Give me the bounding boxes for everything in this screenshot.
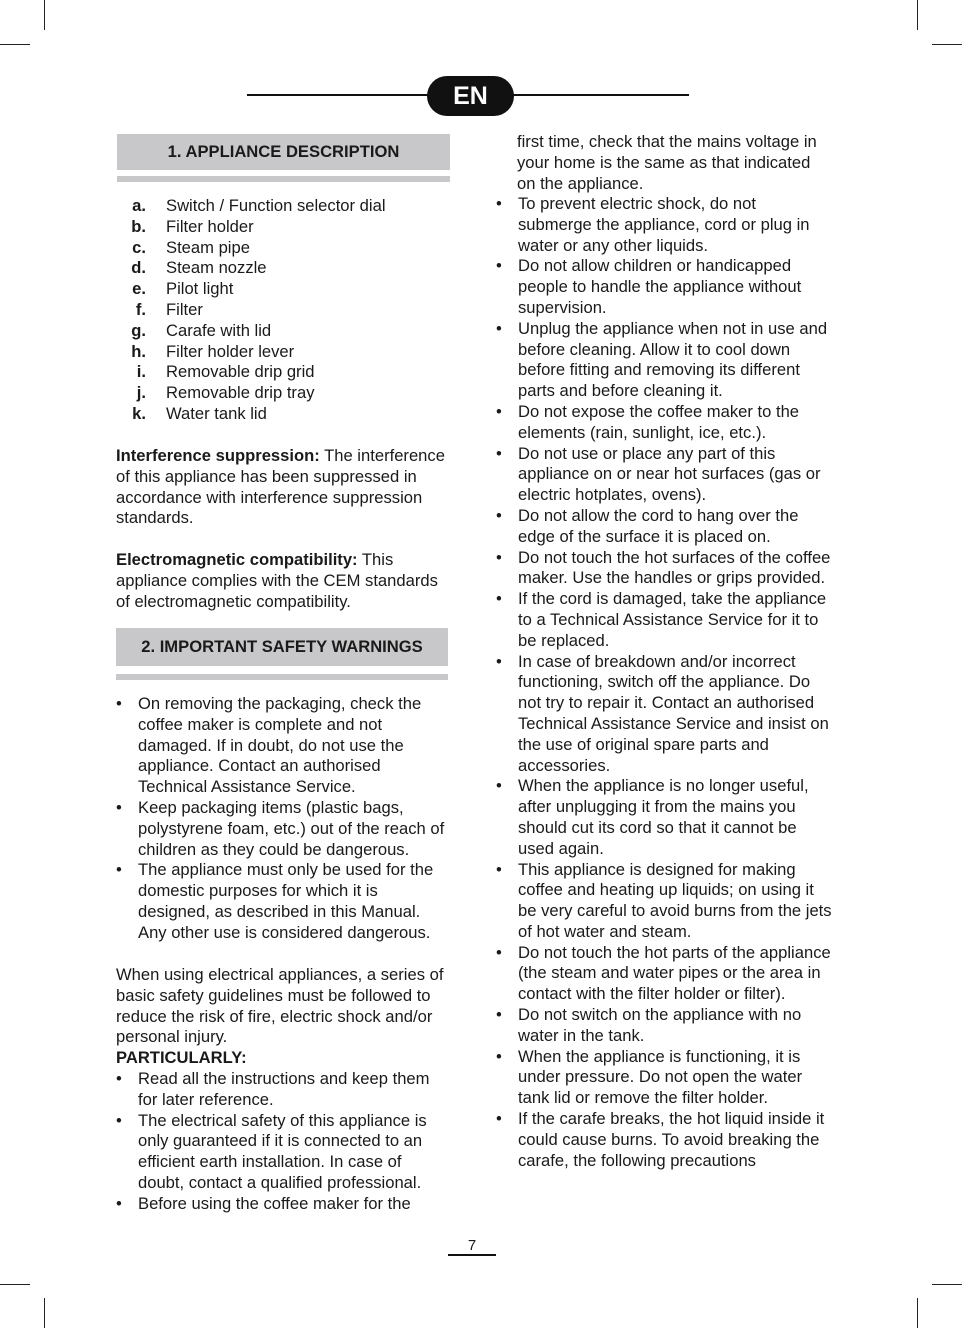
part-letter: f. — [135, 299, 146, 319]
safety-list-a — [116, 694, 446, 944]
safety-bullet: • In case of breakdown and/or incorrect functioning, switch off the appliance. Do not try to repair it. Contact an authorised Technical Assistance Service and insist on the use of original spare parts and accessories. — [496, 652, 832, 777]
part-label: Carafe with lid — [166, 320, 272, 340]
crop-mark — [44, 1298, 45, 1328]
part-item — [116, 217, 454, 238]
emc-text: This appliance complies with the CEM standards of electromagnetic compatibility. — [116, 550, 438, 611]
part-label: Water tank lid — [166, 403, 267, 423]
part-letter: c. — [132, 237, 146, 257]
part-item — [116, 238, 454, 259]
crop-mark — [0, 1284, 30, 1285]
part-letter: a. — [132, 196, 146, 215]
safety-list-c — [496, 194, 832, 1171]
part-item — [116, 404, 454, 425]
part-label: Pilot light — [166, 279, 234, 299]
part-item — [116, 300, 454, 321]
safety-bullet: • Do not touch the hot parts of the appliance (the steam and water pipes or the area in contact with the filter holder or filter). — [496, 943, 832, 1005]
section-2-underbar — [116, 674, 448, 680]
part-letter: h. — [131, 341, 146, 361]
safety-bullet: • If the cord is damaged, take the appliance to a Technical Assistance Service for it to be replaced. — [496, 589, 832, 651]
part-label: Removable drip tray — [166, 383, 315, 403]
part-item — [116, 342, 454, 363]
safety-bullet: • Do not switch on the appliance with no water in the tank. — [496, 1005, 832, 1047]
safety-bullet: • Do not allow the cord to hang over the edge of the surface it is placed on. — [496, 506, 832, 548]
safety-bullet: • This appliance is designed for making coffee and heating up liquids; on using it be very careful to avoid burns from the jets of hot water and steam. — [496, 860, 832, 943]
safety-list-b — [116, 1069, 446, 1215]
safety-bullet: • The appliance must only be used for the domestic purposes for which it is designed, as described in this Manual. Any other use is considered dangerous. — [116, 860, 446, 943]
crop-mark — [932, 1284, 962, 1285]
part-item — [116, 321, 454, 342]
section-1-title: 1. APPLIANCE DESCRIPTION — [117, 134, 450, 170]
part-item — [116, 196, 454, 217]
part-label: Removable drip grid — [166, 362, 315, 382]
particularly-heading: PARTICULARLY: — [116, 1048, 247, 1067]
part-item — [116, 383, 454, 404]
part-label: Filter holder — [166, 216, 254, 236]
section-1-underbar — [117, 176, 450, 182]
part-letter: e. — [132, 279, 146, 299]
part-letter: i. — [136, 362, 146, 382]
language-badge: EN — [427, 76, 514, 116]
safety-bullet: • To prevent electric shock, do not submerge the appliance, cord or plug in water or any other liquids. — [496, 194, 832, 256]
crop-mark — [44, 0, 45, 30]
parts-list — [116, 196, 454, 425]
part-label: Steam nozzle — [166, 258, 267, 278]
part-label: Steam pipe — [166, 237, 250, 257]
safety-bullet: • Do not use or place any part of this appliance on or near hot surfaces (gas or electric hotplates, ovens). — [496, 444, 832, 506]
part-letter: b. — [131, 216, 146, 236]
safety-bullet: • Do not touch the hot surfaces of the coffee maker. Use the handles or grips provided. — [496, 548, 832, 590]
interference-paragraph — [116, 446, 454, 529]
safety-bullet: • Keep packaging items (plastic bags, polystyrene foam, etc.) out of the reach of children as they could be dangerous. — [116, 798, 446, 860]
part-item — [116, 258, 454, 279]
interference-label: Interference suppression: — [116, 446, 320, 465]
safety-bullet: • The electrical safety of this appliance is only guaranteed if it is connected to an efficient earth installation. In case of doubt, contact a qualified professional. — [116, 1111, 446, 1194]
part-letter: j. — [136, 383, 146, 403]
safety-bullet: • If the carafe breaks, the hot liquid inside it could cause burns. To avoid breaking the carafe, the following precautions — [496, 1109, 832, 1171]
part-item — [116, 279, 454, 300]
emc-paragraph — [116, 550, 454, 612]
safety-bullet: • On removing the packaging, check the coffee maker is complete and not damaged. If in doubt, do not use the appliance. Contact an authorised Technical Assistance Service. — [116, 694, 446, 798]
safety-bullet: • Read all the instructions and keep them for later reference. — [116, 1069, 446, 1111]
header-rule-right — [510, 94, 689, 96]
page-number: 7 — [448, 1237, 496, 1256]
general-safety-paragraph: When using electrical appliances, a series of basic safety guidelines must be followed to reduce the risk of fire, electric shock and/or personal injury. — [116, 965, 444, 1047]
crop-mark — [932, 44, 962, 45]
part-letter: k. — [132, 403, 146, 423]
part-label: Filter holder lever — [166, 341, 295, 361]
part-letter: g. — [131, 320, 146, 340]
safety-bullet: • Unplug the appliance when not in use and before cleaning. Allow it to cool down before fitting and removing its different parts and before cleaning it. — [496, 319, 832, 402]
interference-text: The interference of this appliance has been suppressed in accordance with interference suppression standards. — [116, 446, 445, 528]
crop-mark — [917, 1298, 918, 1328]
crop-mark — [917, 0, 918, 30]
part-item — [116, 362, 454, 383]
safety-bullet: • Do not allow children or handicapped people to handle the appliance without supervision. — [496, 256, 832, 318]
section-2-title: 2. IMPORTANT SAFETY WARNINGS — [116, 628, 448, 666]
emc-label: Electromagnetic compatibility: — [116, 550, 358, 569]
part-label: Filter — [166, 299, 203, 319]
safety-bullet: • When the appliance is functioning, it is under pressure. Do not open the water tank lid or remove the filter holder. — [496, 1047, 832, 1109]
safety-bullet: • When the appliance is no longer useful, after unplugging it from the mains you should cut its cord so that it cannot be used again. — [496, 776, 832, 859]
safety-bullet: • Do not expose the coffee maker to the elements (rain, sunlight, ice, etc.). — [496, 402, 832, 444]
crop-mark — [0, 44, 30, 45]
continued-bullet-text: first time, check that the mains voltage in your home is the same as that indicated on the appliance. — [517, 132, 817, 193]
safety-bullet: • Before using the coffee maker for the — [116, 1194, 446, 1215]
header-rule-left — [247, 94, 432, 96]
part-letter: d. — [131, 258, 146, 278]
part-label: Switch / Function selector dial — [166, 196, 386, 215]
